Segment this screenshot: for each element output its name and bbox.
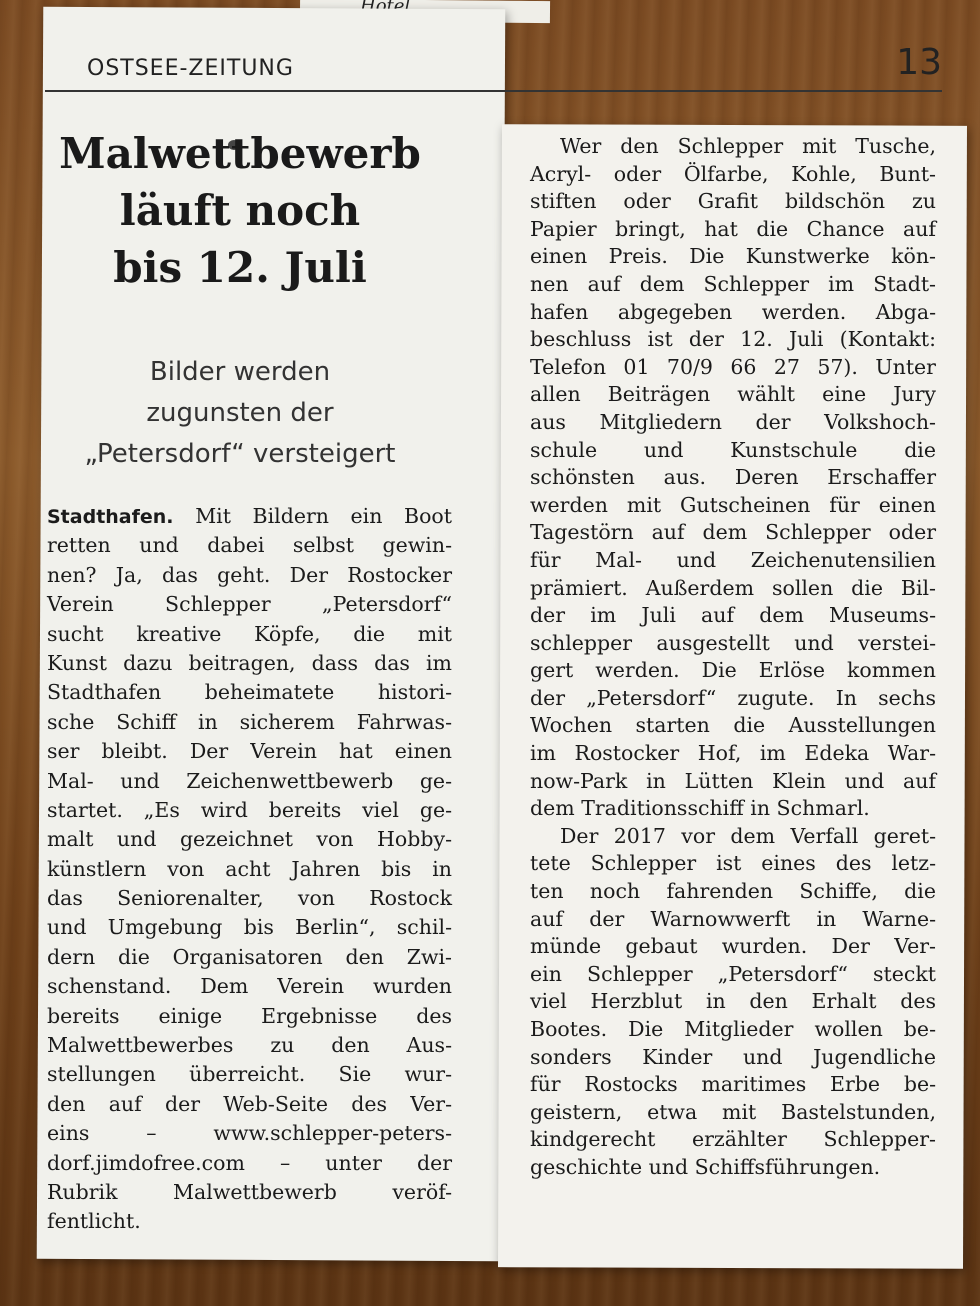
headline-line: Malwettbewerb (59, 129, 421, 178)
article-text-line: das Seniorenalter, von Rostock (47, 886, 452, 911)
article-text-line: sonders Kinder und Jugendliche (530, 1044, 936, 1069)
article-text-line: für Rostocks maritimes Erbe be- (530, 1072, 936, 1097)
headline-line: bis 12. Juli (113, 243, 367, 292)
article-text-line: Verein Schlepper „Petersdorf“ (47, 592, 452, 617)
page-number: 13 (896, 42, 942, 83)
article-text-line: dern die Organisatoren den Zwi- (47, 944, 452, 969)
article-text-line: münde gebaut wurden. Der Ver- (530, 934, 936, 959)
article-headline (40, 125, 440, 296)
article-text-line: schönsten aus. Deren Erschaffer (530, 465, 936, 490)
article-text-line: werden mit Gutscheinen für einen (530, 492, 936, 517)
article-text-line: schlepper ausgestellt und verstei- (530, 630, 936, 655)
article-text-line: gert werden. Die Erlöse kommen (530, 658, 936, 683)
article-text-line: allen Beiträgen wählt eine Jury (530, 382, 936, 407)
article-text: Mit Bildern ein Boot (195, 504, 452, 528)
article-text-line: einen Preis. Die Kunstwerke kön- (530, 244, 936, 269)
article-text-line: Telefon 01 70/9 66 27 57). Unter (530, 354, 936, 379)
article-text-line: Wer den Schlepper mit Tusche, (560, 134, 936, 158)
article-text-line: Bootes. Die Mitglieder wollen be- (530, 1017, 936, 1041)
article-text-line: retten und dabei selbst gewin- (47, 533, 452, 558)
article-text-line: Kunst dazu beitragen, dass das im (47, 650, 452, 675)
article-text-line: geschichte und Schiffsführungen. (530, 1154, 881, 1179)
article-text-line: eins – www.schlepper-peters- (47, 1121, 452, 1146)
article-text-line: sucht kreative Köpfe, die mit (47, 621, 452, 646)
article-text-line: im Rostocker Hof, im Edeka War- (530, 741, 936, 766)
article-text-line: der im Juli auf dem Museums- (530, 603, 936, 628)
article-text-line: Malwettbewerbes zu den Aus- (47, 1033, 452, 1058)
article-text-line: für Mal- und Zeichenutensilien (530, 547, 936, 572)
headline-line: läuft noch (119, 186, 361, 235)
article-text-line: auf der Warnowwerft in Warne- (530, 906, 936, 931)
article-text-line: Acryl- oder Ölfarbe, Kohle, Bunt- (530, 161, 936, 186)
article-text-line: prämiert. Außerdem sollen die Bil- (530, 575, 936, 600)
subhead-line: „Petersdorf“ versteigert (84, 439, 396, 469)
article-text-line: kindgerecht erzählter Schlepper- (530, 1127, 936, 1152)
subhead-line: Bilder werden (149, 357, 331, 387)
article-text-line: Stadthafen beheimatete histori- (47, 680, 452, 705)
article-text-line: stellungen überreicht. Sie wur- (47, 1062, 452, 1087)
article-text-line: hafen abgegeben werden. Abga- (530, 299, 936, 324)
article-text-line: sche Schiff in sicherem Fahrwas- (47, 709, 452, 734)
article-text-line: Papier bringt, hat die Chance auf (530, 216, 936, 241)
article-text-line: Rubrik Malwettbewerb veröf- (47, 1179, 452, 1204)
article-column-right (530, 133, 936, 1233)
article-text-line: ten noch fahrenden Schiffe, die (530, 879, 936, 904)
article-dateline: Stadthafen. (47, 506, 196, 528)
article-text-line: tete Schlepper ist eines des letz- (530, 851, 936, 876)
article-text-line: fentlicht. (47, 1209, 141, 1234)
article-text-line: Wochen starten die Ausstellungen (530, 713, 936, 738)
article-text-line: nen auf dem Schlepper im Stadt- (530, 271, 936, 296)
article-text-line: schenstand. Dem Verein wurden (47, 974, 452, 999)
article-column-left (47, 502, 452, 1237)
article-text-line: malt und gezeichnet von Hobby- (47, 827, 452, 852)
article-text-line: geistern, etwa mit Bastelstunden, (530, 1099, 936, 1124)
newspaper-masthead (45, 30, 942, 92)
article-text-line: nen? Ja, das geht. Der Rostocker (47, 562, 452, 587)
article-text-line: ser bleibt. Der Verein hat einen (47, 739, 452, 764)
article-text-line: startet. „Es wird bereits viel ge- (47, 797, 452, 822)
article-text-line: und Umgebung bis Berlin“, schil- (47, 915, 452, 940)
article-text-line: Tagestörn auf dem Schlepper oder (530, 520, 936, 545)
article-text-line (47, 502, 452, 531)
article-text-line: schule und Kunstschule die (530, 437, 936, 462)
article-text-line: now-Park in Lütten Klein und auf (530, 768, 936, 793)
article-text-line: der „Petersdorf“ zugute. In sechs (530, 685, 936, 710)
article-text-line: beschluss ist der 12. Juli (Kontakt: (530, 327, 936, 352)
article-text-line: Der 2017 vor dem Verfall geret- (560, 823, 936, 848)
article-text-line: ein Schlepper „Petersdorf“ steckt (530, 961, 936, 986)
article-text-line: dem Traditionsschiff in Schmarl. (530, 796, 870, 821)
article-text-line: aus Mitgliedern der Volkshoch- (530, 409, 936, 434)
article-text-line: dorf.jimdofree.com – unter der (47, 1150, 452, 1175)
article-text-line: den auf der Web-Seite des Ver- (47, 1091, 452, 1116)
article-text-line: bereits einige Ergebnisse des (47, 1003, 452, 1028)
newspaper-name: OSTSEE-ZEITUNG (87, 56, 294, 81)
article-text-line: künstlern von acht Jahren bis in (47, 856, 452, 881)
article-text-line: viel Herzblut in den Erhalt des (530, 989, 936, 1014)
article-text-line: stiften oder Grafit bildschön zu (530, 189, 936, 214)
article-subhead (40, 352, 440, 475)
subhead-line: zugunsten der (146, 398, 334, 428)
article-text-line: Mal- und Zeichenwettbewerb ge- (47, 768, 452, 793)
